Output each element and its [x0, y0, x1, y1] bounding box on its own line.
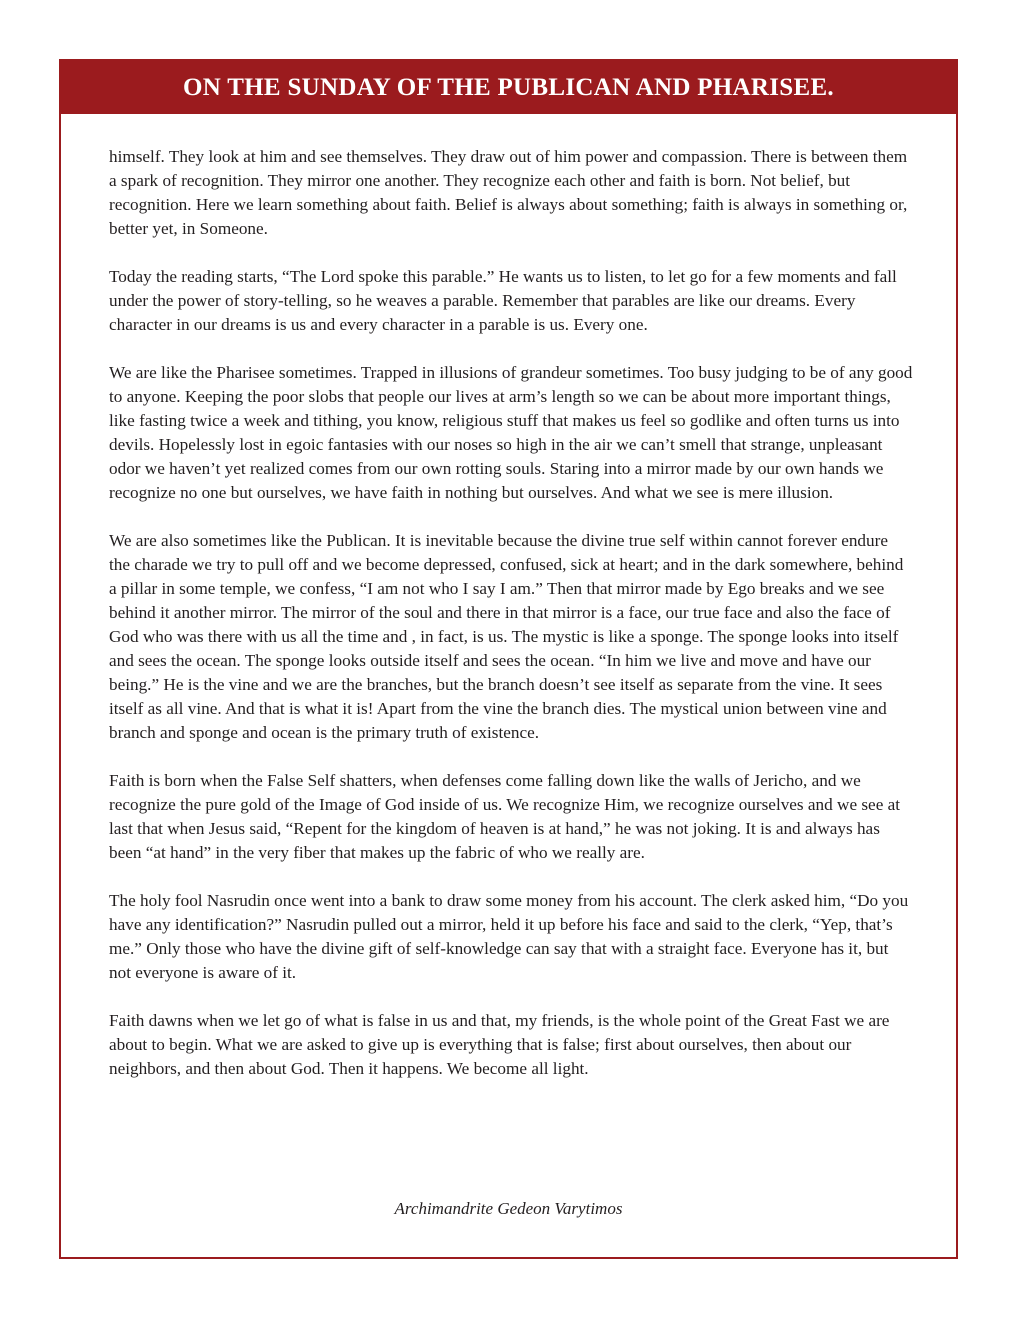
paragraph: Today the reading starts, “The Lord spoke this parable.” He wants us to listen, to let go for a few moments and fall under the power of story-telling, so he weaves a parable. Remember that parables are like our dreams. Every character in our dreams is us and every character in a parable is us. Every one. — [109, 267, 897, 334]
paragraph: himself. They look at him and see themselves. They draw out of him power and compassion. There is between them a spark of recognition. They mirror one another. They recognize each other and faith is born. Not belief, but recognition. Here we learn something about faith. Belief is always about something; faith is always in something or, better yet, in Someone. — [109, 147, 908, 238]
paragraph: The holy fool Nasrudin once went into a bank to draw some money from his account. The clerk asked him, “Do you have any identification?” Nasrudin pulled out a mirror, held it up before his face and said to the clerk, “Yep, that’s me.” Only those who have the divine gift of self-knowledge can say that with a straight face. Everyone has it, but not everyone is aware of it. — [109, 891, 909, 982]
article-body — [109, 145, 913, 1105]
author-signature: Archimandrite Gedeon Varytimos — [394, 1199, 623, 1218]
page-title: ON THE SUNDAY OF THE PUBLICAN AND PHARISEE. — [61, 61, 956, 114]
paragraph: We are like the Pharisee sometimes. Trapped in illusions of grandeur sometimes. Too busy judging to be of any good to anyone. Keeping the poor slobs that people our lives at arm’s length so we can be about more important things, like fasting twice a week and tithing, you know, religious stuff that makes us feel so godlike and often turns us into devils. Hopelessly lost in egoic fantasies with our noses so high in the air we can’t smell that strange, unpleasant odor we haven’t yet realized comes from our own rotting souls. Staring into a mirror made by our own hands we recognize no one but ourselves, we have faith in nothing but ourselves. And what we see is mere illusion. — [109, 363, 913, 502]
page-frame — [59, 59, 958, 1259]
paragraph: Faith is born when the False Self shatters, when defenses come falling down like the walls of Jericho, and we recognize the pure gold of the Image of God inside of us. We recognize Him, we recognize ourselves and we see at last that when Jesus said, “Repent for the kingdom of heaven is at hand,” he was not joking. It is and always has been “at hand” in the very fiber that makes up the fabric of who we really are. — [109, 771, 901, 862]
paragraph: We are also sometimes like the Publican. It is inevitable because the divine true self within cannot forever endure the charade we try to pull off and we become depressed, confused, sick at heart; and in the dark somewhere, behind a pillar in some temple, we confess, “I am not who I say I am.” Then that mirror made by Ego breaks and we see behind it another mirror. The mirror of the soul and there in that mirror is a face, our true face and also the face of God who was there with us all the time and , in fact, is us. The mystic is like a sponge. The sponge looks into itself and sees the ocean. The sponge looks outside itself and sees the ocean. “In him we live and move and have our being.” He is the vine and we are the branches, but the branch doesn’t see itself as separate from the vine. It sees itself as all vine. And that is what it is! Apart from the vine the branch dies. The mystical union between vine and branch and sponge and ocean is the primary truth of existence. — [109, 531, 904, 742]
paragraph: Faith dawns when we let go of what is false in us and that, my friends, is the whole point of the Great Fast we are about to begin. What we are asked to give up is everything that is false; first about ourselves, then about our neighbors, and then about God. Then it happens. We become all light. — [109, 1011, 890, 1078]
